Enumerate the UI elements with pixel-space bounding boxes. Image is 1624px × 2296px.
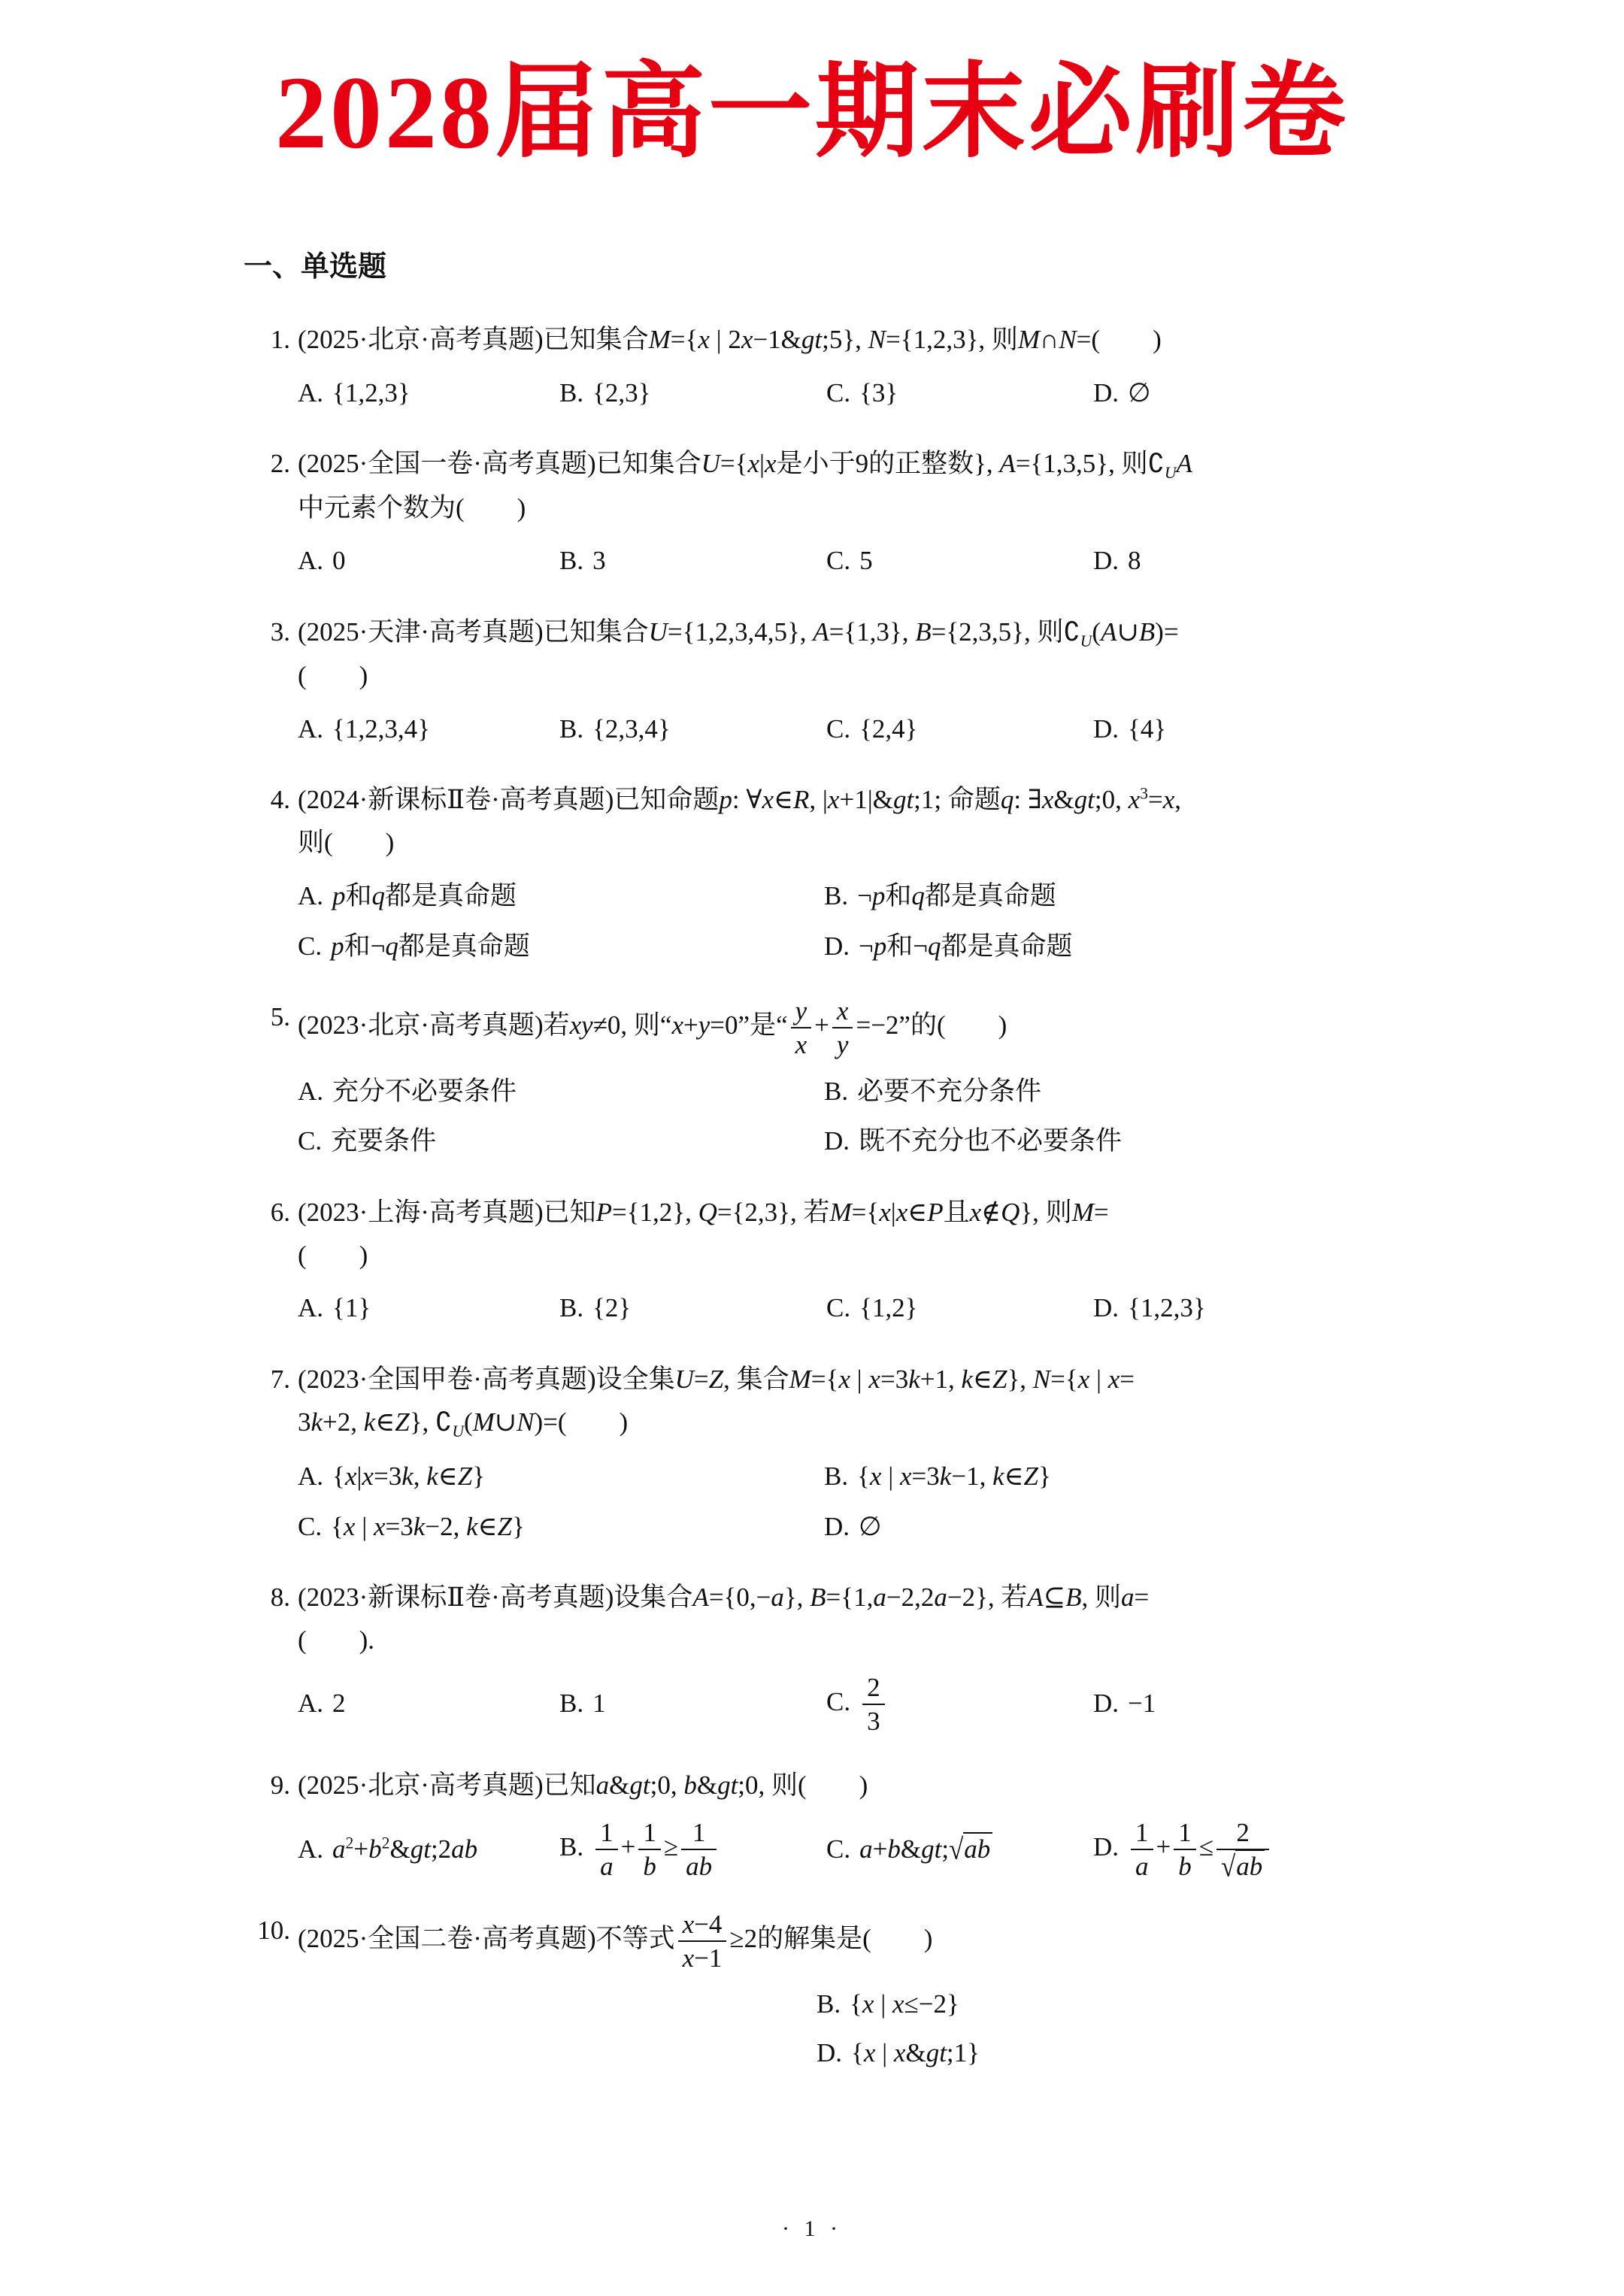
option: [559, 1287, 826, 1330]
question-number: 5.: [270, 1002, 290, 1032]
option-text: 5: [859, 546, 873, 576]
option: [298, 1683, 559, 1725]
question-number: 7.: [270, 1365, 290, 1395]
option-text: 充要条件: [331, 1126, 437, 1156]
option-text: −1: [1128, 1689, 1156, 1719]
stem-line: (2025·天津·高考真题)已知集合U={1,2,3,4,5}, A={1,3}, B={2,3,5}, 则$∁_U(A\cup B)=$: [298, 616, 1179, 650]
option-text: 0: [332, 546, 346, 576]
option: [824, 1506, 1466, 1549]
option-text: 8: [1128, 546, 1141, 576]
question-list: [244, 319, 1466, 2075]
option-label: A.: [298, 1293, 324, 1323]
page-title: 2028届高一期末必刷卷: [274, 55, 1349, 170]
option: [824, 1455, 1466, 1498]
question-stem: [298, 1192, 1466, 1277]
question: [244, 319, 1466, 414]
question: [244, 1359, 1466, 1548]
option-text: $\frac{2}{3}$: [859, 1687, 888, 1716]
option-text: 充分不必要条件: [332, 1076, 517, 1106]
option-label: B.: [559, 1293, 584, 1323]
option: [824, 925, 1466, 968]
option: [1093, 1287, 1466, 1330]
option: [1093, 1818, 1466, 1881]
option-text: ∅: [859, 1511, 882, 1541]
option-label: D.: [1093, 546, 1120, 576]
option-label: C.: [826, 546, 851, 576]
option: [298, 1506, 824, 1549]
option-text: ¬p和¬q都是真命题: [859, 931, 1073, 961]
option: [826, 540, 1093, 583]
option: [824, 875, 1466, 918]
option-text: {x | x&gt;1}: [851, 2038, 980, 2068]
option: [298, 2032, 1466, 2075]
options-row: [298, 875, 1466, 968]
option-text: {2,4}: [859, 713, 918, 744]
stem-line: (2025·北京·高考真题)已知a&gt;0, b&gt;0, 则( ): [298, 1770, 868, 1801]
option: [298, 1455, 824, 1498]
question-number: 2.: [270, 449, 290, 479]
option: [1093, 372, 1466, 415]
stem-line: (2024·新课标Ⅱ卷·高考真题)已知命题p: ∀x∈R, |x+1|&gt;1; 命题q: ∃x&gt;0, $x^3=x$,: [298, 784, 1182, 815]
option-label: D.: [1093, 1689, 1120, 1719]
option-label: D.: [1093, 1293, 1120, 1323]
question: [244, 443, 1466, 583]
stem-line: 则( ): [298, 828, 395, 858]
option-text: {x | x≤−2}: [850, 1989, 959, 2019]
option-label: D.: [824, 1126, 850, 1156]
question-stem: [298, 1359, 1466, 1445]
question: [244, 611, 1466, 751]
option-text: ¬p和q都是真命题: [857, 880, 1056, 910]
option-label: C.: [298, 1126, 323, 1156]
options-row: [298, 1287, 1466, 1330]
question: [244, 996, 1466, 1163]
option: [559, 540, 826, 583]
question-number: 8.: [270, 1583, 290, 1613]
option-text: {2,3,4}: [592, 713, 671, 744]
option-text: {x|x=3k, k∈Z}: [332, 1461, 485, 1491]
option-label: C.: [826, 713, 851, 744]
stem-line: ( ): [298, 661, 368, 691]
option-label: A.: [298, 546, 324, 576]
option-label: A.: [298, 377, 324, 407]
option-text: {1,2,3}: [1128, 1293, 1206, 1323]
option-label: A.: [298, 1834, 324, 1864]
option-text: {2,3}: [592, 377, 651, 407]
question-stem: [298, 1764, 1466, 1807]
stem-line: ( ).: [298, 1625, 375, 1655]
option-text: {1,2,3}: [332, 377, 411, 407]
option: [826, 1287, 1093, 1330]
option-label: C.: [826, 1686, 851, 1716]
option-label: C.: [298, 931, 323, 961]
option-label: B.: [824, 880, 849, 910]
section-heading: 一、单选题: [244, 250, 387, 283]
option: [298, 1287, 559, 1330]
question-stem: [298, 319, 1466, 362]
option: [298, 875, 824, 918]
question-number: 9.: [270, 1770, 290, 1801]
stem-line: (2023·全国甲卷·高考真题)设全集U=Z, 集合M={x | x=3k+1, k∈Z}, N={x | x=: [298, 1365, 1135, 1395]
option-label: B.: [559, 1831, 584, 1861]
question-number: 6.: [270, 1197, 290, 1227]
options-row: [298, 1818, 1466, 1881]
option-text: p和q都是真命题: [332, 880, 517, 910]
option-label: B.: [559, 1689, 584, 1719]
stem-line: ( ): [298, 1240, 368, 1270]
option-text: 1: [592, 1689, 606, 1719]
stem-line: (2025·北京·高考真题)已知集合M={x | 2x−1&gt;5}, N={1,2,3}, 则M∩N=( ): [298, 325, 1162, 355]
content-area: [244, 244, 1466, 2075]
option-text: 3: [592, 546, 606, 576]
option: [298, 1828, 559, 1871]
stem-line: 3k+2, k∈Z}, $∁_U(M\cup N)=$( ): [298, 1407, 629, 1440]
option: [1093, 708, 1466, 751]
option-text: {2}: [592, 1293, 632, 1323]
option-label: D.: [824, 1511, 850, 1541]
option: [298, 1983, 1466, 2026]
question-stem: [298, 996, 1466, 1059]
question: [244, 1764, 1466, 1881]
question: [244, 1910, 1466, 2075]
option-text: {x | x=3k−2, k∈Z}: [331, 1511, 525, 1541]
option-label: B.: [559, 713, 584, 744]
option: [298, 925, 824, 968]
option-text: ∅: [1128, 377, 1151, 407]
option-label: D.: [1093, 377, 1120, 407]
option: [298, 372, 559, 415]
option: [824, 1120, 1466, 1163]
question-stem: [298, 611, 1466, 698]
question-stem: [298, 443, 1466, 529]
option-text: $a^2+b^2\&gt;2ab$: [332, 1833, 478, 1864]
option-text: {3}: [859, 377, 898, 407]
stem-line: (2023·北京·高考真题)若xy≠0, 则“x+y=0”是“ $\frac{y}{x}$ + $\frac{x}{y}$ =−2”的( ): [298, 996, 1007, 1060]
option: [826, 372, 1093, 415]
option-text: {1,2}: [859, 1293, 918, 1323]
question: [244, 1577, 1466, 1736]
option: [559, 1683, 826, 1725]
option-label: B.: [824, 1076, 849, 1106]
option-label: A.: [298, 1689, 324, 1719]
question: [244, 779, 1466, 968]
option-label: B.: [817, 1989, 841, 2019]
option: [298, 540, 559, 583]
option-text: 必要不充分条件: [857, 1076, 1042, 1106]
option-label: A.: [298, 713, 324, 744]
stem-line: 中元素个数为( ): [298, 492, 526, 523]
option-label: B.: [824, 1461, 849, 1491]
option-label: B.: [559, 546, 584, 576]
option: [824, 1071, 1466, 1113]
option-label: A.: [298, 1461, 324, 1491]
option-text: 2: [332, 1689, 346, 1719]
option-label: A.: [298, 1076, 324, 1106]
option-label: C.: [826, 377, 851, 407]
option: [298, 1120, 824, 1163]
question-stem: [298, 779, 1466, 864]
option: [559, 372, 826, 415]
option-text: {4}: [1128, 713, 1167, 744]
question: [244, 1192, 1466, 1330]
option-text: $\frac{1}{a}$ + $\frac{1}{b}$ ≥ $\frac{1}{ab}$: [592, 1832, 720, 1861]
question-stem: [298, 1577, 1466, 1661]
stem-line: (2025·全国一卷·高考真题)已知集合U={x|x是小于9的正整数}, A={1,3,5}, 则$∁_UA$: [298, 449, 1192, 483]
options-row: [298, 708, 1466, 751]
question-number: 4.: [270, 785, 290, 815]
option-label: D.: [817, 2038, 843, 2068]
option-label: C.: [826, 1293, 851, 1323]
option-label: B.: [559, 377, 584, 407]
option-text: {x | x=3k−1, k∈Z}: [857, 1461, 1051, 1491]
option-text: $\frac{1}{a}$ + $\frac{1}{b}$ ≤ $\frac{2}{√ab}$: [1128, 1832, 1272, 1861]
option: [1093, 1683, 1466, 1725]
question-stem: [298, 1910, 1466, 1973]
option-text: {1}: [332, 1293, 371, 1323]
option: [1093, 540, 1466, 583]
options-row: [298, 540, 1466, 583]
option: [298, 708, 559, 751]
option: [826, 708, 1093, 751]
options-row: [298, 1455, 1466, 1548]
option-label: C.: [298, 1511, 323, 1541]
option-label: D.: [1093, 1831, 1120, 1861]
option: [559, 708, 826, 751]
options-row: [298, 1673, 1466, 1736]
page-number: · 1 ·: [782, 2216, 842, 2241]
option: [298, 1071, 824, 1113]
option-label: A.: [298, 880, 324, 910]
option: [559, 1818, 826, 1881]
option-text: {1,2,3,4}: [332, 713, 430, 744]
options-row: [298, 372, 1466, 415]
stem-line: (2023·新课标Ⅱ卷·高考真题)设集合A={0,−a}, B={1,a−2,2a−2}, 若A⊆B, 则a=: [298, 1583, 1150, 1613]
question-number: 3.: [270, 616, 290, 647]
option-text: p和¬q都是真命题: [331, 931, 530, 961]
stem-line: (2023·上海·高考真题)已知P={1,2}, Q={2,3}, 若M={x|x∈P且x∉Q}, 则M=: [298, 1197, 1109, 1227]
question-number: 1.: [270, 325, 290, 355]
question-number: 10.: [257, 1916, 290, 1946]
option-text: a+b&gt;√ab: [859, 1834, 992, 1864]
option-text: 既不充分也不必要条件: [859, 1126, 1123, 1156]
option-label: C.: [826, 1834, 851, 1864]
option: [826, 1828, 1093, 1871]
options-row: [298, 1071, 1466, 1163]
option: [826, 1673, 1093, 1736]
option-label: D.: [824, 931, 850, 961]
options-row: [298, 1983, 1466, 2074]
stem-line: (2025·全国二卷·高考真题)不等式 $\frac{x-4}{x-1}$ ≥2的解集是( ): [298, 1910, 933, 1973]
option-label: D.: [1093, 713, 1120, 744]
